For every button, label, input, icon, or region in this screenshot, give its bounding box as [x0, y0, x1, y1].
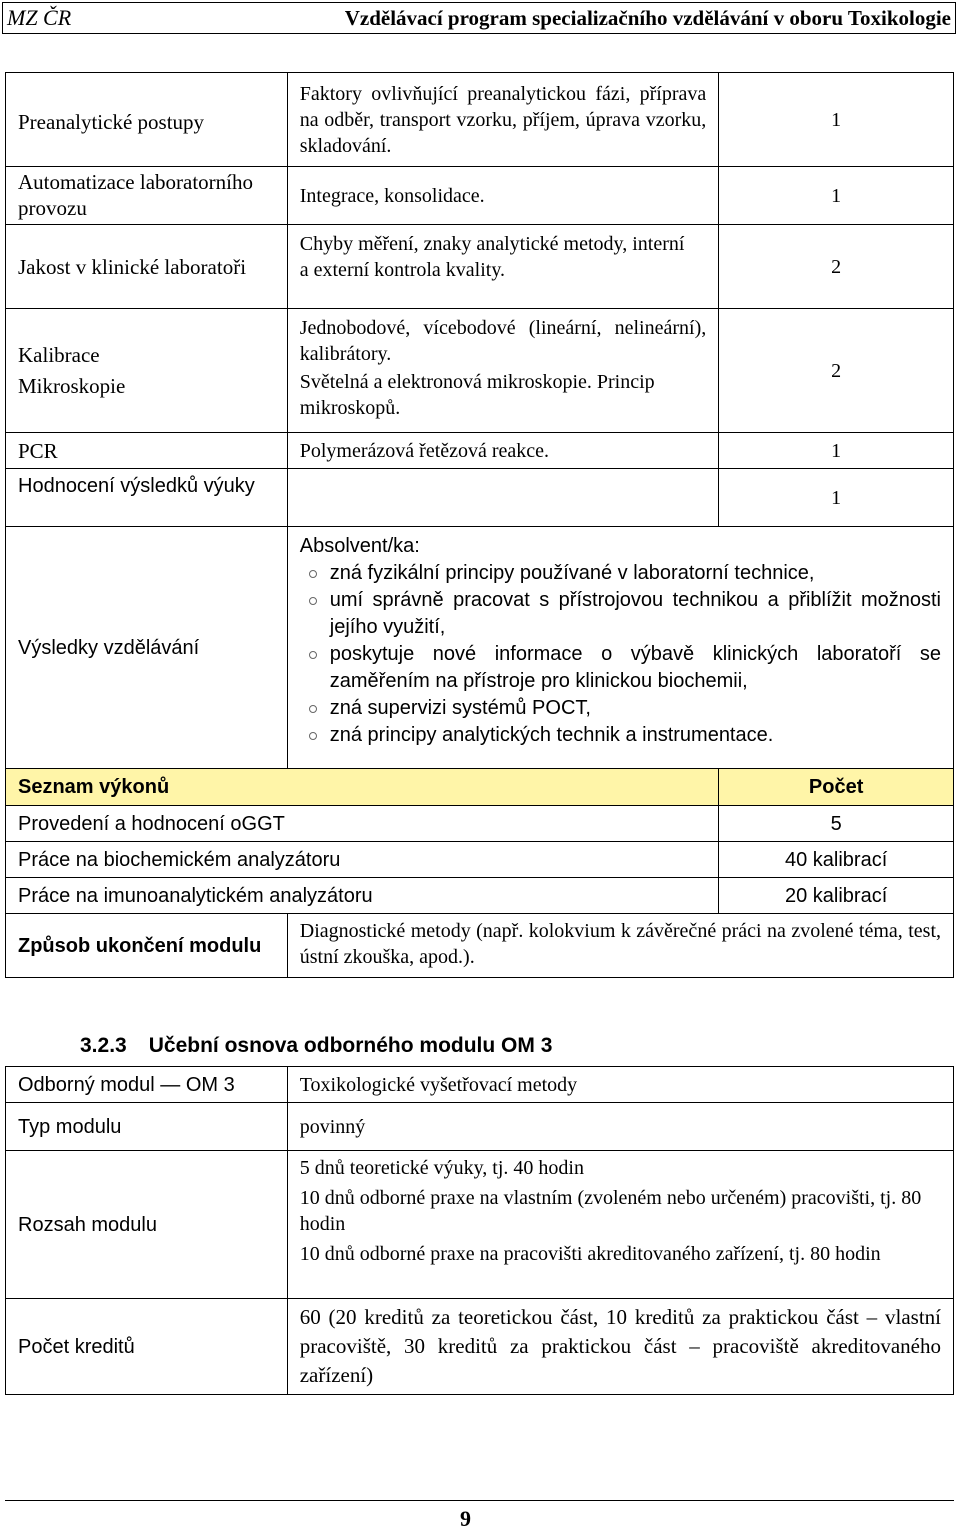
topic-label: Preanalytické postupy	[6, 73, 288, 167]
module-name-label: Odborný modul — OM 3	[6, 1067, 288, 1103]
module-scope-value	[287, 1151, 953, 1299]
topic-label: Kalibrace	[18, 342, 100, 367]
module-type-label: Typ modulu	[6, 1103, 288, 1151]
topic-hours: 1	[719, 433, 954, 469]
topic-text: Faktory ovlivňující preanalytickou fázi, příprava na odběr, transport vzorku, příjem, úprava vzorku, skladování.	[287, 73, 719, 167]
list-item: zná principy analytických technik a instrumentace.	[330, 722, 941, 749]
module-content-table	[5, 72, 954, 978]
performance-row-count: 5	[719, 806, 954, 842]
list-item: poskytuje nové informace o výbavě klinických laboratoří se zaměřením na přístroje pro klinickou biochemii,	[330, 641, 941, 695]
topic-hours: 2	[719, 225, 954, 309]
topic-hours: 1	[719, 167, 954, 225]
scope-line: 5 dnů teoretické výuky, tj. 40 hodin	[299, 1157, 584, 1179]
topic-label: Automatizace laboratorního provozu	[6, 167, 288, 225]
topic-hours: 1	[719, 469, 954, 527]
topic-text	[287, 225, 719, 309]
topic-text: Integrace, konsolidace.	[287, 167, 719, 225]
scope-line: 10 dnů odborné praxe na vlastním (zvoleném nebo určeném) pracovišti, tj. 80 hodin	[299, 1187, 922, 1235]
topic-hours: 1	[719, 73, 954, 167]
completion-text: Diagnostické metody (např. kolokvium k závěrečné práci na zvolené téma, test, ústní zkouška, apod.).	[287, 914, 953, 978]
outcomes-content	[287, 527, 953, 769]
topic-label: Jakost v klinické laboratoři	[6, 225, 288, 309]
topic-text: Světelná a elektronová mikroskopie. Princip mikroskopů.	[299, 371, 655, 419]
topic-label: Hodnocení výsledků výuky	[6, 469, 288, 527]
section-title: Učební osnova odborného modulu OM 3	[148, 1034, 553, 1057]
header-ministry: MZ ČR	[7, 5, 72, 30]
module-info-table	[5, 1066, 954, 1395]
topic-label-group	[6, 309, 288, 433]
module-credits-label: Počet kreditů	[6, 1299, 288, 1395]
topic-text: Polymerázová řetězová reakce.	[287, 433, 719, 469]
performance-row-label: Provedení a hodnocení oGGT	[6, 806, 719, 842]
outcomes-label: Výsledky vzdělávání	[6, 527, 288, 769]
outcomes-intro: Absolvent/ka:	[299, 535, 420, 557]
topic-text-line: Chyby měření, znaky analytické metody, interní	[299, 233, 685, 255]
module-type-value: povinný	[287, 1103, 953, 1151]
list-item: zná supervizi systémů POCT,	[330, 695, 941, 722]
page-header	[2, 2, 956, 34]
scope-line: 10 dnů odborné praxe na pracovišti akreditovaného zařízení, tj. 80 hodin	[299, 1243, 881, 1265]
module-name-value: Toxikologické vyšetřovací metody	[287, 1067, 953, 1103]
topic-label: Mikroskopie	[18, 373, 126, 398]
topic-text: Jednobodové, vícebodové (lineární, nelineární), kalibrátory.	[299, 317, 707, 365]
footer-divider	[5, 1500, 954, 1501]
topic-label: PCR	[6, 433, 288, 469]
module-scope-label: Rozsah modulu	[6, 1151, 288, 1299]
performance-row-label: Práce na biochemickém analyzátoru	[6, 842, 719, 878]
performance-header-count: Počet	[719, 769, 954, 806]
topic-text-group	[287, 309, 719, 433]
section-number: 3.2.3	[80, 1034, 127, 1057]
completion-label: Způsob ukončení modulu	[6, 914, 288, 978]
topic-hours: 2	[719, 309, 954, 433]
page-number: 9	[460, 1506, 471, 1531]
performance-row-count: 40 kalibrací	[719, 842, 954, 878]
section-heading	[80, 1034, 552, 1058]
module-credits-value: 60 (20 kreditů za teoretickou část, 10 kreditů za praktickou část – vlastní pracoviště, 30 kreditů za praktickou část – pracoviště akreditovaného zařízení)	[287, 1299, 953, 1395]
performance-row-count: 20 kalibrací	[719, 878, 954, 914]
outcomes-list	[300, 560, 941, 749]
topic-text	[287, 469, 719, 527]
performance-row-label: Práce na imunoanalytickém analyzátoru	[6, 878, 719, 914]
performance-header-label	[6, 769, 719, 806]
performance-header-text: Seznam výkonů	[18, 776, 170, 798]
list-item: umí správně pracovat s přístrojovou technikou a přiblížit možnosti jejího využití,	[330, 587, 941, 641]
header-title: Vzdělávací program specializačního vzdělávání v oboru Toxikologie	[344, 5, 951, 30]
list-item: zná fyzikální principy používané v laboratorní technice,	[330, 560, 941, 587]
topic-text-line: a externí kontrola kvality.	[299, 259, 506, 281]
